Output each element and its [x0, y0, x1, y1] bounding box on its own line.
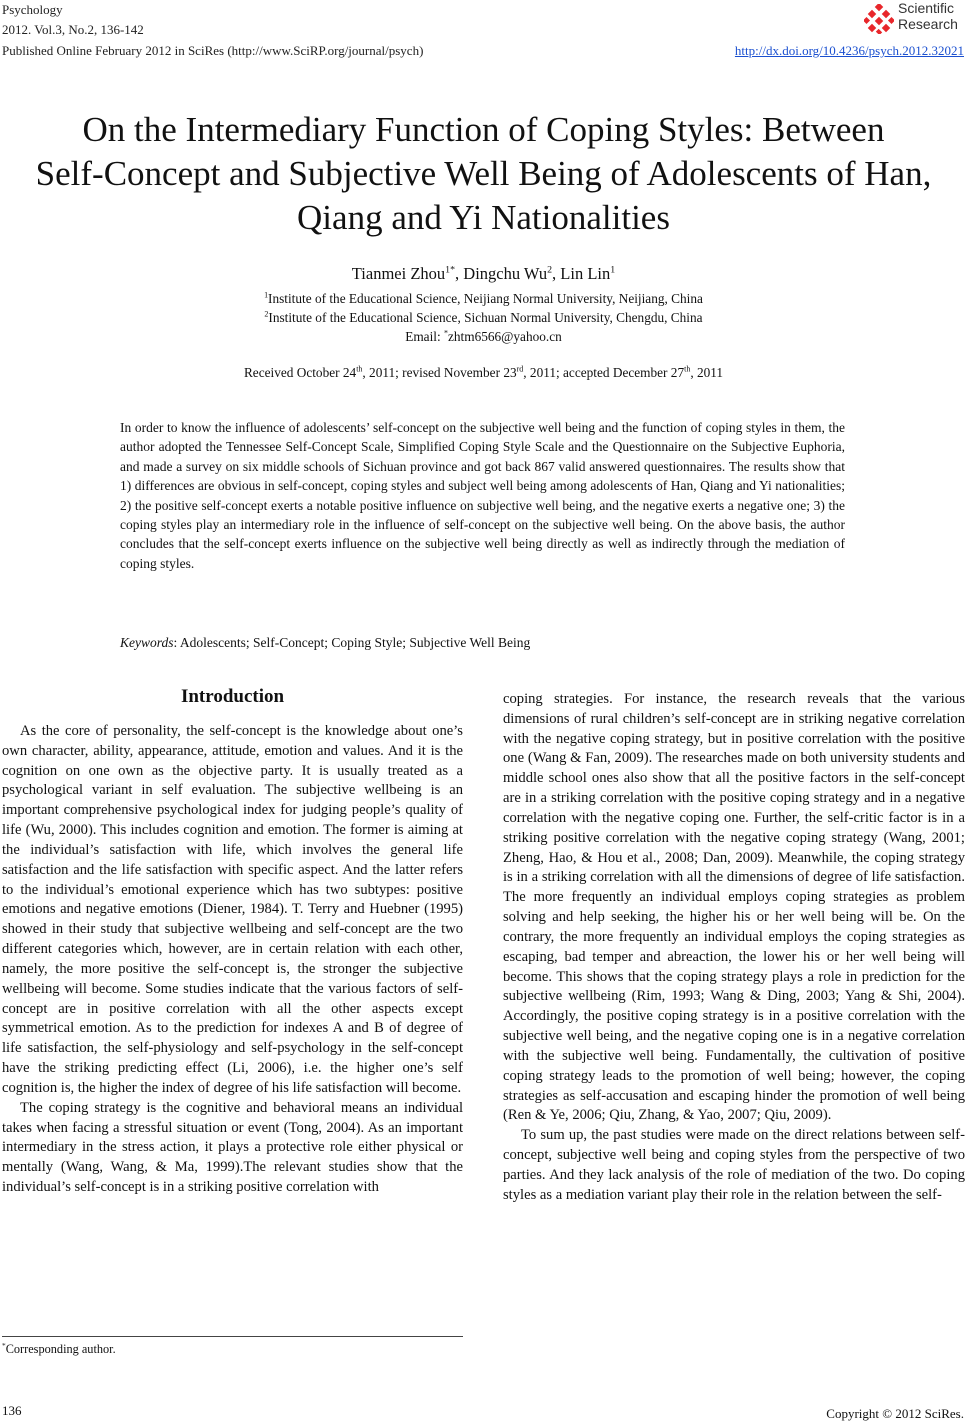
received-text: Received October 24 — [243, 365, 357, 380]
body-paragraph: To sum up, the past studies were made on the direct relations between self-concept, subjective well being and coping styles from the perspective of two parties. And they lack analysis of the role of mediation of the two. Do coping styles as a mediation variant play their role in the relation between the self- — [503, 1127, 965, 1203]
journal-name: Psychology — [2, 2, 63, 17]
author-affiliation-mark: 2 — [547, 264, 553, 276]
accepted-text: , 2011; accepted December 27 — [523, 365, 685, 380]
body-paragraph: coping strategies. For instance, the research reveals that the various dimensions of rural children’s self-concept are in striking negative correlation with the negative coping strategy, but in positive correlation with the positive one (Wang & Fan, 2009). The researches made on both university students and middle school ones also show that all the positive factors in the self-concept are in a striking correlation with the positive coping strategy and in a negative correlation with the negative coping one. Further, the self-critic factor is in a striking positive correlation with the negative coping strategy (Wang, 2001; Zheng, Hao, & Hou et al., 2008; Dan, 2009). Meanwhile, the coping strategy is in a striking correlation with all the dimensions of degree of life satisfaction. The more frequently an individual employs coping strategies as problem solving and help seeking, the higher his or her well being will be. On the contrary, the more frequently an individual employs the coping strategies as escaping, bad temper and abreaction, the lower his or her well being will become. This shows that the coping strategy plays a role in prediction for the subjective wellbeing (Rim, 1993; Wang & Ding, 2003; Yang & Shi, 2004). Accordingly, the positive coping strategy is in a positive correlation with the subjective well being, and the negative coping one is in a negative correlation with the subjective well being. Fundamentally, the cultivation of positive coping strategy leads to the promotion of well being; however, the coping strategies as self-accusation and escaping hinder the promotion of well being (Ren & Ye, 2006; Qiu, Zhang, & Yao, 2007; Qiu, 2009). — [503, 691, 965, 1124]
page-number: 136 — [2, 1403, 22, 1418]
author-affiliation-mark: 1 — [610, 264, 616, 276]
affiliation-1 — [0, 291, 967, 307]
revised-text: , 2011; revised November 23 — [362, 365, 517, 380]
affiliation-text: Institute of the Educational Science, Neijiang Normal University, Neijiang, China — [268, 291, 703, 306]
volume-pages: 2012. Vol.3, No.2, 136-142 — [2, 22, 144, 37]
logo-line-1: Scientific — [898, 0, 955, 16]
copyright-notice: Copyright © 2012 SciRes. — [826, 1406, 964, 1421]
ordinal-suffix: rd — [516, 364, 524, 374]
publisher-logo — [864, 0, 964, 36]
paper-title — [0, 108, 967, 240]
footnote-mark: * — [2, 1340, 6, 1350]
section-heading-introduction: Introduction — [180, 686, 285, 707]
ordinal-suffix: th — [684, 364, 691, 374]
received-dates — [0, 365, 967, 381]
footnote — [2, 1342, 116, 1357]
keywords-label: Keywords — [120, 635, 174, 650]
ordinal-suffix: th — [356, 364, 363, 374]
left-column — [2, 722, 463, 1198]
logo-line-2: Research — [898, 16, 958, 32]
scientific-research-logo-icon — [864, 4, 894, 34]
year-text: , 2011 — [690, 365, 724, 380]
title-line: Qiang and Yi Nationalities — [297, 198, 670, 237]
footnote-text: Corresponding author. — [5, 1342, 116, 1356]
abstract: In order to know the influence of adolescents’ self-concept on the subjective well being and the function of coping styles in them, the author adopted the Tennessee Self-Concept Scale, Simplified Coping Style Scale and the Questionnaire on the Subjective Euphoria, and made a survey on six middle schools of Sichuan province and got back 867 valid answered questionnaires. The results show that 1) differences are obvious in self-concept, coping styles and subject well being among adolescents of Han, Qiang and Yi nationalities; 2) the positive self-concept exerts a notable positive influence on subjective well being, and the negative exerts a negative one; 3) the coping styles play an intermediary role in the influence of self-concept on the subjective well being. On the above basis, the author concludes that the self-concept exerts influence on the subjective well being directly as well as indirectly through the mediation of coping styles. — [120, 420, 845, 571]
affiliation-mark: 1 — [264, 290, 269, 300]
affiliation-mark: 2 — [264, 309, 269, 319]
author-name: , Lin Lin — [552, 264, 611, 283]
title-line: Self-Concept and Subjective Well Being of Adolescents of Han, — [35, 154, 932, 193]
affiliation-2 — [0, 310, 967, 326]
email-label: Email: — [405, 329, 444, 344]
email-address[interactable]: zhtm6566@yahoo.cn — [447, 329, 562, 344]
author-affiliation-mark: 1* — [445, 264, 456, 276]
body-paragraph: As the core of personality, the self-concept is the knowledge about one’s own character, ability, appearance, attitude, emotion and values. And it is the cognition on one own as the objective party. It is usually treated as a psychological variant in self evaluation. The subjective wellbeing is an important comprehensive psychological index for judging people’s quality of life (Wu, 2000). This includes cognition and emotion. The former is aiming at the individual’s satisfaction with life, which involves the general life satisfaction and the life satisfaction with specific aspect. And the latter refers to the individual’s emotional experience which has two subtypes: positive emotions and negative emotions (Diener, 1984). T. Terry and Huebner (1995) showed in their study that subjective wellbeing and self-concept are the two different categories which, however, are in certain relation with each other, namely, the more positive the self-concept is, the stronger the subjective wellbeing will become. Some studies indicate that the various factors of self-concept are in positive correlation with all the other aspects except symmetrical emotion. As to the prediction for indexes A and B of degree of life satisfaction, the self-physiology and self-psychology in the self-concept have the striking predicting effect (Li, 2006), i.e. the higher one’s self cognition is, the higher the index of degree of his life satisfaction will become. — [2, 723, 463, 1096]
body-paragraph: The coping strategy is the cognitive and behavioral means an individual takes when facing a stressful situation or event (Tong, 2004). As an important intermediary in the stress action, it plays a protective role either physical or mentally (Wang, Wang, & Ma, 1999).The relevant studies show that the individual’s self-concept is in a striking positive correlation with — [2, 1099, 463, 1196]
affiliation-text: Institute of the Educational Science, Sichuan Normal University, Chengdu, China — [268, 310, 703, 325]
keywords-list: : Adolescents; Self-Concept; Coping Style; Subjective Well Being — [173, 635, 531, 650]
author-name: , Dingchu Wu — [455, 264, 548, 283]
published-line: Published Online February 2012 in SciRes (http://www.SciRP.org/journal/psych) — [2, 43, 424, 58]
keywords — [120, 633, 845, 652]
author-name: Tianmei Zhou — [351, 264, 446, 283]
author-list — [0, 264, 967, 284]
title-line: On the Intermediary Function of Coping Styles: Between — [82, 110, 885, 149]
doi-link[interactable]: http://dx.doi.org/10.4236/psych.2012.32021 — [734, 43, 964, 58]
right-column — [503, 690, 965, 1206]
footnote-divider — [2, 1336, 463, 1337]
email-mark: * — [444, 328, 448, 338]
email-line — [0, 329, 967, 345]
